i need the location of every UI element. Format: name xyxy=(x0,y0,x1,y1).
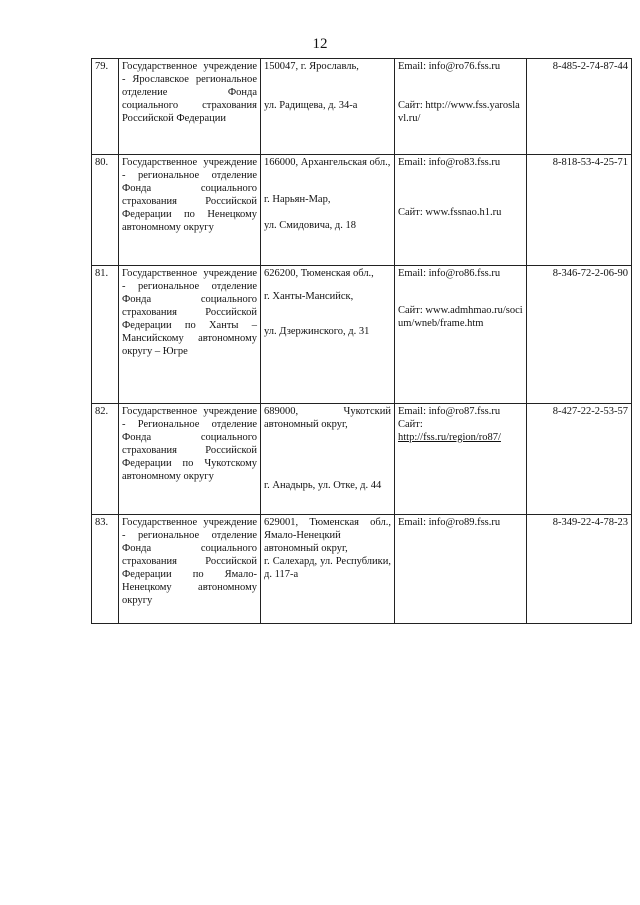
address-line: г. Ханты-Мансийск, xyxy=(264,291,354,302)
contact-cell xyxy=(395,404,527,515)
organization-name: Государственное учреждение - Региональное отделение Фонда социального страхования Российской Федерации по Чукотскому автономному округу xyxy=(119,404,261,515)
address-line: 150047, г. Ярославль, xyxy=(264,61,359,72)
website-label: Сайт: xyxy=(398,419,423,430)
organization-name: Государственное учреждение - Ярославское региональное отделение Фонда социального страхования Российской Федерации xyxy=(119,59,261,155)
fss-offices-table xyxy=(91,58,632,624)
address-line: г. Нарьян-Мар, xyxy=(264,194,331,205)
phone-number: 8-818-53-4-25-71 xyxy=(527,155,632,266)
table-row xyxy=(92,155,632,266)
address-cell xyxy=(261,404,395,515)
address-line: ул. Дзержинского, д. 31 xyxy=(264,326,370,337)
row-number: 79. xyxy=(92,59,119,155)
phone-number: 8-346-72-2-06-90 xyxy=(527,266,632,404)
organization-name: Государственное учреждение - региональное отделение Фонда социального страхования Российской Федерации по Ямало-Ненецкому автономному округу xyxy=(119,515,261,624)
address-cell xyxy=(261,59,395,155)
phone-number: 8-485-2-74-87-44 xyxy=(527,59,632,155)
address-cell xyxy=(261,515,395,624)
address-line: 626200, Тюменская обл., xyxy=(264,268,374,279)
address-line: ул. Смидовича, д. 18 xyxy=(264,220,356,231)
website-link[interactable]: Сайт: www.admhmao.ru/socium/wneb/frame.htm xyxy=(398,305,523,329)
contact-cell xyxy=(395,59,527,155)
table-row xyxy=(92,266,632,404)
row-number: 82. xyxy=(92,404,119,515)
row-number: 83. xyxy=(92,515,119,624)
phone-number: 8-349-22-4-78-23 xyxy=(527,515,632,624)
email-link[interactable]: Email: info@ro86.fss.ru xyxy=(398,268,501,279)
phone-number: 8-427-22-2-53-57 xyxy=(527,404,632,515)
organization-name: Государственное учреждение - региональное отделение Фонда социального страхования Российской Федерации по Ханты – Мансийскому автономному округу – Югре xyxy=(119,266,261,404)
organization-name: Государственное учреждение - региональное отделение Фонда социального страхования Российской Федерации по Ненецкому автономному округу xyxy=(119,155,261,266)
website-link[interactable]: Сайт: http://www.fss.yaroslavl.ru/ xyxy=(398,100,520,124)
email-link[interactable]: Email: info@ro87.fss.ru xyxy=(398,406,501,417)
email-link[interactable]: Email: info@ro89.fss.ru xyxy=(398,517,501,528)
address-cell xyxy=(261,266,395,404)
contact-cell xyxy=(395,155,527,266)
address-cell xyxy=(261,155,395,266)
contact-cell xyxy=(395,515,527,624)
email-link[interactable]: Email: info@ro83.fss.ru xyxy=(398,157,501,168)
address-line: 166000, Архангельская обл., xyxy=(264,157,391,168)
website-link[interactable]: http://fss.ru/region/ro87/ xyxy=(398,432,501,443)
address-line: 629001, Тюменская обл., Ямало-Ненецкий автономный округ, xyxy=(264,517,391,554)
address-line: 689000, Чукотский автономный округ, xyxy=(264,406,391,430)
contact-cell xyxy=(395,266,527,404)
page-number: 12 xyxy=(312,36,328,52)
row-number: 80. xyxy=(92,155,119,266)
table-row xyxy=(92,59,632,155)
table-row xyxy=(92,515,632,624)
email-link[interactable]: Email: info@ro76.fss.ru xyxy=(398,61,501,72)
table-row xyxy=(92,404,632,515)
address-line: ул. Радищева, д. 34-а xyxy=(264,100,358,111)
address-line: г. Анадырь, ул. Отке, д. 44 xyxy=(264,480,382,491)
row-number: 81. xyxy=(92,266,119,404)
address-line: г. Салехард, ул. Республики, д. 117-а xyxy=(264,556,391,580)
website-link[interactable]: Сайт: www.fssnao.h1.ru xyxy=(398,207,502,218)
